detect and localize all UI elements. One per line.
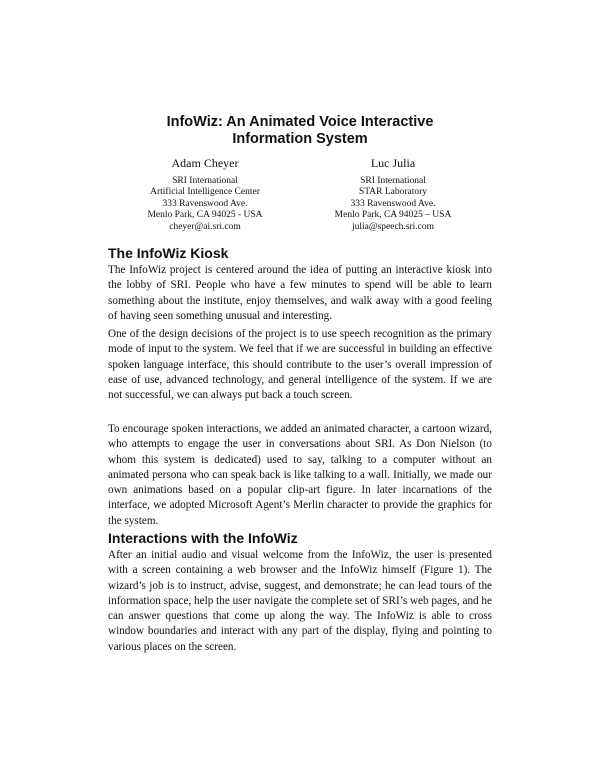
author-block-julia	[283, 156, 503, 233]
author-email: cheyer@ai.sri.com	[169, 221, 241, 232]
author-affiliation: SRI International	[360, 176, 426, 186]
author-department: STAR Laboratory	[358, 187, 428, 198]
title-line-1: InfoWiz: An Animated Voice Interactive	[166, 114, 434, 130]
section-heading-kiosk: The InfoWiz Kiosk	[108, 245, 229, 261]
author-street: 333 Ravenswood Ave.	[350, 198, 436, 209]
author-street: 333 Ravenswood Ave.	[162, 198, 248, 209]
paragraph-interactions-1: After an initial audio and visual welcome from the InfoWiz, the user is presented with a screen containing a web browser and the InfoWiz himself (Figure 1). The wizard’s job is to instruct, advise, suggest, and demonstrate; he can lead tours of the information space, help the user navigate the complete set of SRI’s web pages, and he can answer questions that come up along the way. The InfoWiz is able to cross window boundaries and interact with any part of the display, flying and pointing to various places on the screen.	[108, 549, 492, 653]
author-city: Menlo Park, CA 94025 - USA	[147, 210, 263, 221]
author-affiliation: SRI International	[172, 176, 238, 186]
section-heading-interactions: Interactions with the InfoWiz	[108, 530, 298, 546]
author-email: julia@speech.sri.com	[351, 221, 435, 232]
paper-title	[0, 114, 600, 148]
author-name: Adam Cheyer	[171, 156, 239, 170]
author-block-cheyer	[95, 156, 315, 233]
paragraph-kiosk-1: The InfoWiz project is centered around the idea of putting an interactive kiosk into the lobby of SRI. People who have a few minutes to spend will be able to learn something about the institute, enjoy themselves, and walk away with a good feeling of having seen something unusual and interesting.	[108, 264, 492, 322]
paragraph-kiosk-2: One of the design decisions of the project is to use speech recognition as the primary mode of input to the system. We feel that if we are successful in building an effective spoken language interface, this should contribute to the user’s overall impression of ease of use, advanced technology, and general intelligence of the system. If we are not successful, we can always put back a touch screen.	[108, 328, 492, 402]
paragraph-kiosk-3: To encourage spoken interactions, we added an animated character, a cartoon wizard, who attempts to engage the user in conversations about SRI. As Don Nielson (to whom this system is dedicated) used to say, talking to a computer without an animated persona who can speak back is like talking to a wall. Initially, we made our own animations based on a popular clip-art figure. In later incarnations of the interface, we adopted Microsoft Agent’s Merlin character to provide the graphics for the system.	[108, 423, 492, 527]
author-name: Luc Julia	[370, 156, 416, 170]
author-city: Menlo Park, CA 94025 – USA	[334, 210, 452, 221]
author-department: Artificial Intelligence Center	[150, 187, 260, 198]
title-line-2: Information System	[232, 131, 368, 147]
